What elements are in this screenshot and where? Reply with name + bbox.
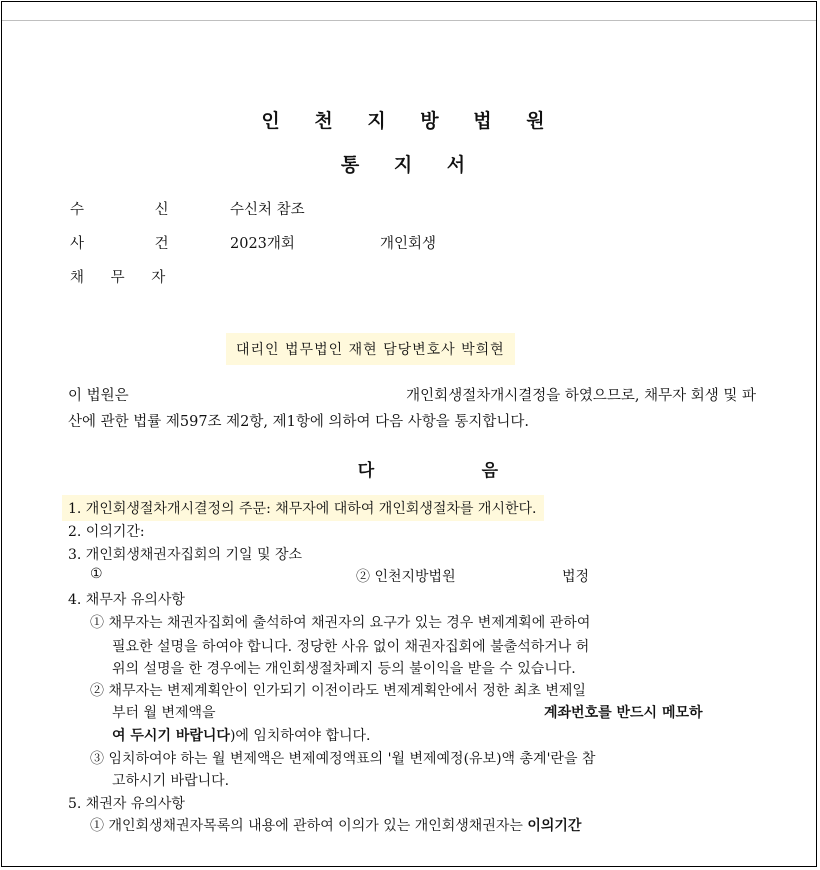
case-label: 사 건 [70, 236, 169, 252]
item-5: 5. 채권자 유의사항 [68, 796, 185, 812]
item-4-2-line2-right: 계좌번호를 반드시 메모하 [544, 705, 703, 721]
section-heading [0, 456, 820, 481]
item-2: 2. 이의기간: [68, 524, 145, 540]
item-4-3-line2: 고하시기 바랍니다. [112, 773, 230, 789]
item-3-sub-2: ② 인천지방법원 [356, 569, 456, 585]
item-1: 1. 개인회생절차개시결정의 주문: 채무자에 대하여 개인회생절차를 개시한다. [62, 495, 544, 521]
item-5-1 [90, 815, 581, 835]
recipient-value: 수신처 참조 [230, 202, 305, 218]
intro-paragraph [68, 383, 756, 435]
item-5-1-bold: 이의기간 [527, 818, 582, 834]
item-3: 3. 개인회생채권자집회의 기일 및 장소 [68, 547, 303, 563]
item-4-3-line1: ③ 임치하여야 하는 월 변제액은 변제예정액표의 '월 변제예정(유보)액 총계'란을 참 [90, 751, 596, 767]
debtor-label: 채 무 자 [70, 270, 166, 286]
case-row [70, 232, 436, 253]
item-4-2-bold: 여 두시기 바랍니다 [112, 728, 230, 744]
case-number: 2023개회 [230, 236, 295, 252]
item-3-sub-3: 법정 [562, 569, 590, 585]
section-da: 다 [357, 461, 375, 481]
item-4-2-line3 [112, 725, 370, 745]
item-4: 4. 채무자 유의사항 [68, 592, 185, 608]
intro-line2: 산에 관한 법률 제597조 제2항, 제1항에 의하여 다음 사항을 통지합니다. [68, 414, 530, 430]
item-4-2-line1: ② 채무자는 변제계획안이 인가되기 이전이라도 변제계획안에서 정한 최초 변제일 [90, 683, 586, 699]
item-4-1-text1: ① 채무자는 채권자집회에 출석하여 채권자의 요구가 있는 경우 변제계획에 관하여 [90, 615, 591, 631]
intro-line1-left: 이 법원은 [68, 388, 129, 404]
court-name: 인 천 지 방 법 원 [261, 110, 559, 132]
item-4-2-line2-left: 부터 월 변제액을 [112, 705, 216, 721]
item-4-1-line2: 필요한 설명을 하여야 합니다. 정당한 사유 없이 채권자집회에 불출석하거나 허 [112, 639, 590, 655]
item-4-2-rest: )에 임치하여야 합니다. [229, 728, 371, 744]
document-title: 통 지 서 [340, 154, 480, 176]
debtor-row [70, 266, 230, 287]
recipient-label: 수 신 [70, 202, 169, 218]
item-5-1-text: ① 개인회생채권자목록의 내용에 관하여 이의가 있는 개인회생채권자는 [90, 818, 523, 834]
item-3-sub-1: ① [90, 566, 103, 582]
top-rule [2, 20, 816, 21]
agent-info: 대리인 법무법인 재현 담당변호사 박희현 [226, 333, 515, 365]
intro-line1-right: 개인회생절차개시결정을 하였으므로, 채무자 회생 및 파 [406, 388, 756, 404]
item-4-1-line1 [90, 612, 754, 632]
recipient-row [70, 198, 305, 219]
section-eum: 음 [481, 461, 498, 481]
case-type: 개인회생 [380, 236, 437, 252]
item-4-1-line3: 위의 설명을 한 경우에는 개인회생절차폐지 등의 불이익을 받을 수 있습니다. [112, 661, 576, 677]
